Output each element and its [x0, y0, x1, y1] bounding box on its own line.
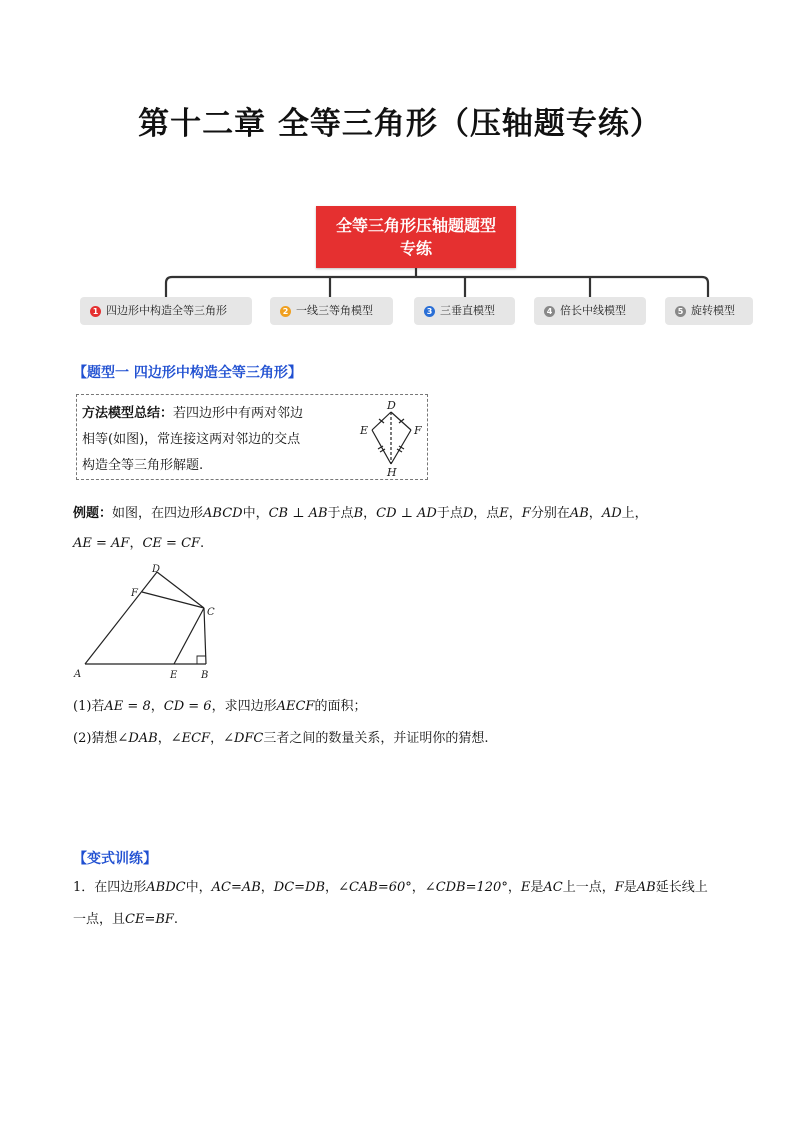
kite-label-e: E — [360, 424, 369, 437]
question-value-ae: AE = 8 — [104, 699, 151, 714]
example-equation-2: CE = CF — [142, 536, 201, 551]
variation-text: 是 — [623, 880, 637, 895]
question-angle: ∠DFC — [223, 731, 264, 746]
branch-1 — [80, 297, 252, 325]
question-text: (2)猜想 — [73, 731, 118, 746]
variation-text: ， — [507, 880, 521, 895]
branch-2 — [270, 297, 393, 325]
example-text: 中， — [242, 506, 269, 521]
figure-label-e: E — [170, 670, 178, 681]
mind-map-connectors — [0, 0, 800, 300]
variation-text: ， — [325, 880, 339, 895]
method-title: 方法模型总结： — [82, 406, 174, 421]
branch-3-badge: 3 — [424, 306, 435, 317]
example-line-1 — [73, 503, 753, 525]
question-text: ， — [157, 731, 171, 746]
question-text: 的面积； — [314, 699, 367, 714]
page-title: 第十二章 全等三角形（压轴题专练） — [138, 106, 662, 142]
branch-3 — [414, 297, 515, 325]
variation-segment: AB — [636, 880, 656, 895]
example-text: ， — [508, 506, 522, 521]
branch-2-badge: 2 — [280, 306, 291, 317]
section-heading-variation: 【变式训练】 — [73, 851, 157, 867]
method-line-3: 构造全等三角形解题. — [82, 458, 204, 473]
question-text: ， — [150, 699, 164, 714]
branch-5-label: 旋转模型 — [691, 304, 735, 317]
method-summary-text — [82, 401, 352, 479]
figure-label-a: A — [74, 669, 82, 680]
example-text: 上， — [621, 506, 648, 521]
question-text: ， — [210, 731, 224, 746]
variation-text: 延长线上 — [655, 880, 708, 895]
example-label: 例题： — [73, 506, 113, 521]
variation-text: 是 — [530, 880, 544, 895]
branch-4 — [534, 297, 646, 325]
example-point: E — [499, 506, 509, 521]
figure-edge-dc — [157, 572, 204, 608]
example-figure — [70, 560, 230, 685]
variation-text: 1．在四边形 — [73, 880, 147, 895]
variation-line-2 — [73, 909, 178, 931]
mind-map-root-line1: 全等三角形压轴题题型 — [335, 216, 496, 235]
question-angle: ∠ECF — [170, 731, 211, 746]
branch-1-label: 四边形中构造全等三角形 — [106, 304, 227, 317]
example-quad: ABCD — [203, 506, 243, 521]
figure-label-c: C — [207, 607, 215, 618]
figure-label-d: D — [152, 564, 161, 575]
figure-edge-fc — [142, 592, 204, 608]
variation-text: 一点，且 — [73, 912, 126, 927]
example-text: ，点 — [473, 506, 500, 521]
example-text: . — [200, 536, 205, 551]
example-text: 于点 — [327, 506, 354, 521]
example-point: F — [521, 506, 531, 521]
example-segment: AB — [569, 506, 589, 521]
example-text: 如图，在四边形 — [112, 506, 204, 521]
example-text: ， — [129, 536, 143, 551]
kite-label-f: F — [414, 424, 422, 437]
question-1 — [73, 696, 366, 718]
branch-5 — [665, 297, 753, 325]
branch-4-badge: 4 — [544, 306, 555, 317]
variation-condition: DC=DB — [273, 880, 326, 895]
question-text: (1)若 — [73, 699, 105, 714]
example-condition-1: CB ⊥ AB — [268, 506, 328, 521]
question-text: 三者之间的数量关系，并证明你的猜想. — [263, 731, 489, 746]
variation-text: 上一点， — [562, 880, 615, 895]
variation-text: ， — [411, 880, 425, 895]
example-text: 于点 — [436, 506, 463, 521]
figure-label-b: B — [201, 670, 209, 681]
branch-5-badge: 5 — [675, 306, 686, 317]
question-value-cd: CD = 6 — [163, 699, 212, 714]
variation-segment: AC — [543, 880, 563, 895]
question-quad: AECF — [276, 699, 315, 714]
variation-condition: ∠CDB=120° — [424, 880, 508, 895]
example-text: ， — [588, 506, 602, 521]
example-point: B — [353, 506, 364, 521]
kite-figure — [355, 398, 425, 480]
branch-3-label: 三垂直模型 — [440, 304, 495, 317]
variation-condition: AC=AB — [211, 880, 261, 895]
variation-quad: ABDC — [146, 880, 186, 895]
variation-text: 中， — [185, 880, 212, 895]
example-point: D — [462, 506, 474, 521]
branch-4-label: 倍长中线模型 — [560, 304, 626, 317]
variation-point: F — [614, 880, 624, 895]
example-line-2 — [73, 533, 204, 555]
question-angle: ∠DAB — [117, 731, 158, 746]
variation-text: . — [173, 912, 179, 927]
kite-label-h: H — [387, 466, 397, 479]
example-text: ， — [363, 506, 377, 521]
example-segment: AD — [601, 506, 622, 521]
variation-line-1 — [73, 877, 753, 899]
branch-1-badge: 1 — [90, 306, 101, 317]
question-2 — [73, 728, 489, 750]
section-heading-type1: 【题型一 四边形中构造全等三角形】 — [73, 365, 302, 381]
question-text: ，求四边形 — [211, 699, 277, 714]
mind-map-root-line2: 专练 — [399, 239, 432, 258]
kite-label-d: D — [387, 399, 396, 412]
figure-edge-ad — [85, 572, 157, 664]
branch-2-label: 一线三等角模型 — [296, 304, 373, 317]
example-text: 分别在 — [530, 506, 570, 521]
example-equation-1: AE = AF — [73, 536, 130, 551]
variation-text: ， — [260, 880, 274, 895]
method-line-1: 若四边形中有两对邻边 — [173, 406, 304, 421]
figure-label-f: F — [131, 588, 138, 599]
variation-condition: ∠CAB=60° — [338, 880, 412, 895]
variation-condition: CE=BF — [125, 912, 174, 927]
example-condition-2: CD ⊥ AD — [376, 506, 437, 521]
variation-point: E — [520, 880, 531, 895]
method-line-2: 相等(如图)，常连接这两对邻边的交点 — [82, 432, 301, 447]
